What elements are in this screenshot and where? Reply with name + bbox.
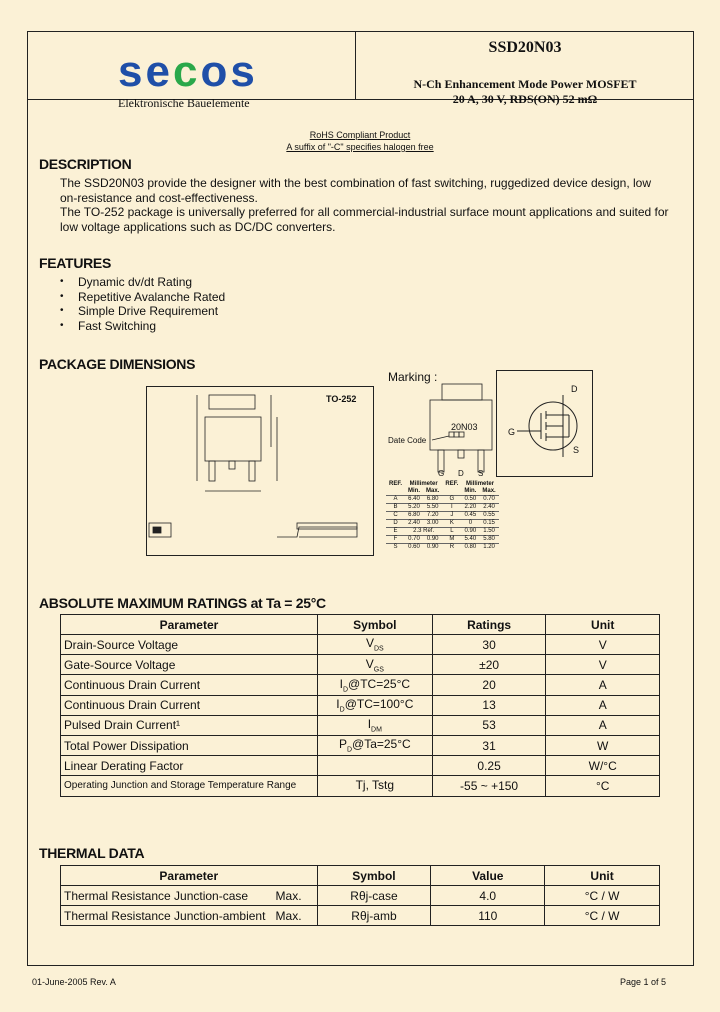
abs-max-table: Parameter Symbol Ratings Unit Drain-Source Voltage $V_{DS}$ 30 V Gate-Source Voltage $V_{GS}$ ±20 V Continuous Drain Current $I_D@TC=25^\circ C$ 20 A Continuous Drain Current $I_D@TC=100^\circ C$ 13 A Pulsed Drain Current¹ $I_{DM}$ 53 A Total Power Dissipation $P_D@Ta=25^\circ C$ 31 W Linear Derating Factor 0.25 W/°C Operating Junction and Storage Temperature Range Tj, Tstg -55 ~ +150 °C — [60, 614, 660, 797]
logo-subtitle: Elektronische Bauelemente — [118, 96, 250, 110]
marking-label: Marking : — [388, 370, 438, 384]
footer-page: Page 1 of 5 — [620, 977, 667, 987]
table-row: D 2.40 3.00 K 0 0.15 — [386, 520, 499, 528]
secos-logo: secos — [118, 47, 258, 96]
list-item: • Simple Drive Requirement — [60, 304, 225, 319]
thermal-heading: THERMAL DATA — [39, 845, 145, 861]
package-heading: PACKAGE DIMENSIONS — [39, 356, 196, 372]
table-row: Thermal Resistance Junction-case Max. Rθj-case 4.0 °C / W — [61, 886, 660, 906]
rohs-note: RoHS Compliant Product — [309, 130, 411, 140]
list-item: • Fast Switching — [60, 319, 225, 334]
table-row: Pulsed Drain Current¹ $I_{DM}$ 53 A — [61, 715, 660, 735]
table-row: Linear Derating Factor 0.25 W/°C — [61, 756, 660, 776]
pin-d-label: D — [458, 469, 464, 478]
dimension-table: REF. Millimeter REF. Millimeter Min. Max. Min. Max. A 6.40 6.80 G 0.50 0.70 B 5.20 5.50 I 2.20 2.40 C 6.80 7.20 J 0.45 0.55 D 2.40 3.00 K 0 0.15 E 2.3 Ref. L 0.90 1.50 F 0.70 0.90 M 5.40 5.80 S 0.60 0.90 R 0.80 1.20 — [386, 481, 499, 551]
table-row: Total Power Dissipation $P_D@Ta=25^\circ C$ 31 W — [61, 735, 660, 755]
table-row: Continuous Drain Current $I_D@TC=25^\circ C$ 20 A — [61, 675, 660, 695]
table-row: Gate-Source Voltage $V_{GS}$ ±20 V — [61, 655, 660, 675]
footer-date: 01-June-2005 Rev. A — [32, 977, 116, 987]
table-row: Thermal Resistance Junction-ambient Max. Rθj-amb 110 °C / W — [61, 906, 660, 926]
description-text: The SSD20N03 provide the designer with the best combination of fast switching, ruggedized device design, low on-resistance and cost-effectiveness. The TO-252 package is universally preferred for all commercial-industrial surface mount applications and suited for low voltage applications such as DC/DC converters. — [60, 176, 669, 234]
package-drawing — [146, 386, 374, 556]
features-heading: FEATURES — [39, 255, 112, 271]
table-row: F 0.70 0.90 M 5.40 5.80 — [386, 536, 499, 544]
package-type-label: TO-252 — [326, 394, 357, 404]
table-row: Continuous Drain Current $I_D@TC=100^\circ C$ 13 A — [61, 695, 660, 715]
schematic-g-label: G — [508, 427, 516, 437]
product-subtitle: N-Ch Enhancement Mode Power MOSFET — [413, 77, 637, 91]
table-row: Operating Junction and Storage Temperature Range Tj, Tstg -55 ~ +150 °C — [61, 776, 660, 796]
pin-s-label: S — [478, 469, 484, 478]
table-row: S 0.60 0.90 R 0.80 1.20 — [386, 544, 499, 552]
abs-max-heading: ABSOLUTE MAXIMUM RATINGS at Ta = 25°C — [39, 595, 326, 611]
table-row: A 6.40 6.80 G 0.50 0.70 — [386, 496, 499, 504]
list-item: • Repetitive Avalanche Rated — [60, 290, 225, 305]
table-row: B 5.20 5.50 I 2.20 2.40 — [386, 504, 499, 512]
product-specs: 20 A, 30 V, RDS(ON) 52 mΩ — [452, 92, 598, 106]
mosfet-schematic — [496, 370, 593, 477]
table-row: E 2.3 Ref. L 0.90 1.50 — [386, 528, 499, 536]
pin-g-label: G — [438, 469, 445, 478]
schematic-s-label: S — [573, 445, 580, 455]
list-item: • Dynamic dv/dt Rating — [60, 275, 225, 290]
marking-outline-svg — [388, 370, 494, 478]
part-number: SSD20N03 — [488, 39, 562, 56]
halogen-note: A suffix of "-C" specifies halogen free — [286, 142, 434, 152]
table-row: Drain-Source Voltage $V_{DS}$ 30 V — [61, 635, 660, 655]
thermal-table: Parameter Symbol Value Unit Thermal Resistance Junction-case Max. Rθj-case 4.0 °C / W Thermal Resistance Junction-ambient Max. Rθj-amb 110 °C / W — [60, 865, 660, 926]
package-outline-svg — [147, 387, 373, 555]
schematic-d-label: D — [571, 384, 578, 394]
description-heading: DESCRIPTION — [39, 156, 132, 172]
features-list — [60, 275, 225, 333]
table-row: C 6.80 7.20 J 0.45 0.55 — [386, 512, 499, 520]
marking-code: 20N03 — [451, 422, 478, 432]
date-code-label: Date Code — [388, 436, 427, 445]
marking-drawing — [388, 370, 494, 478]
